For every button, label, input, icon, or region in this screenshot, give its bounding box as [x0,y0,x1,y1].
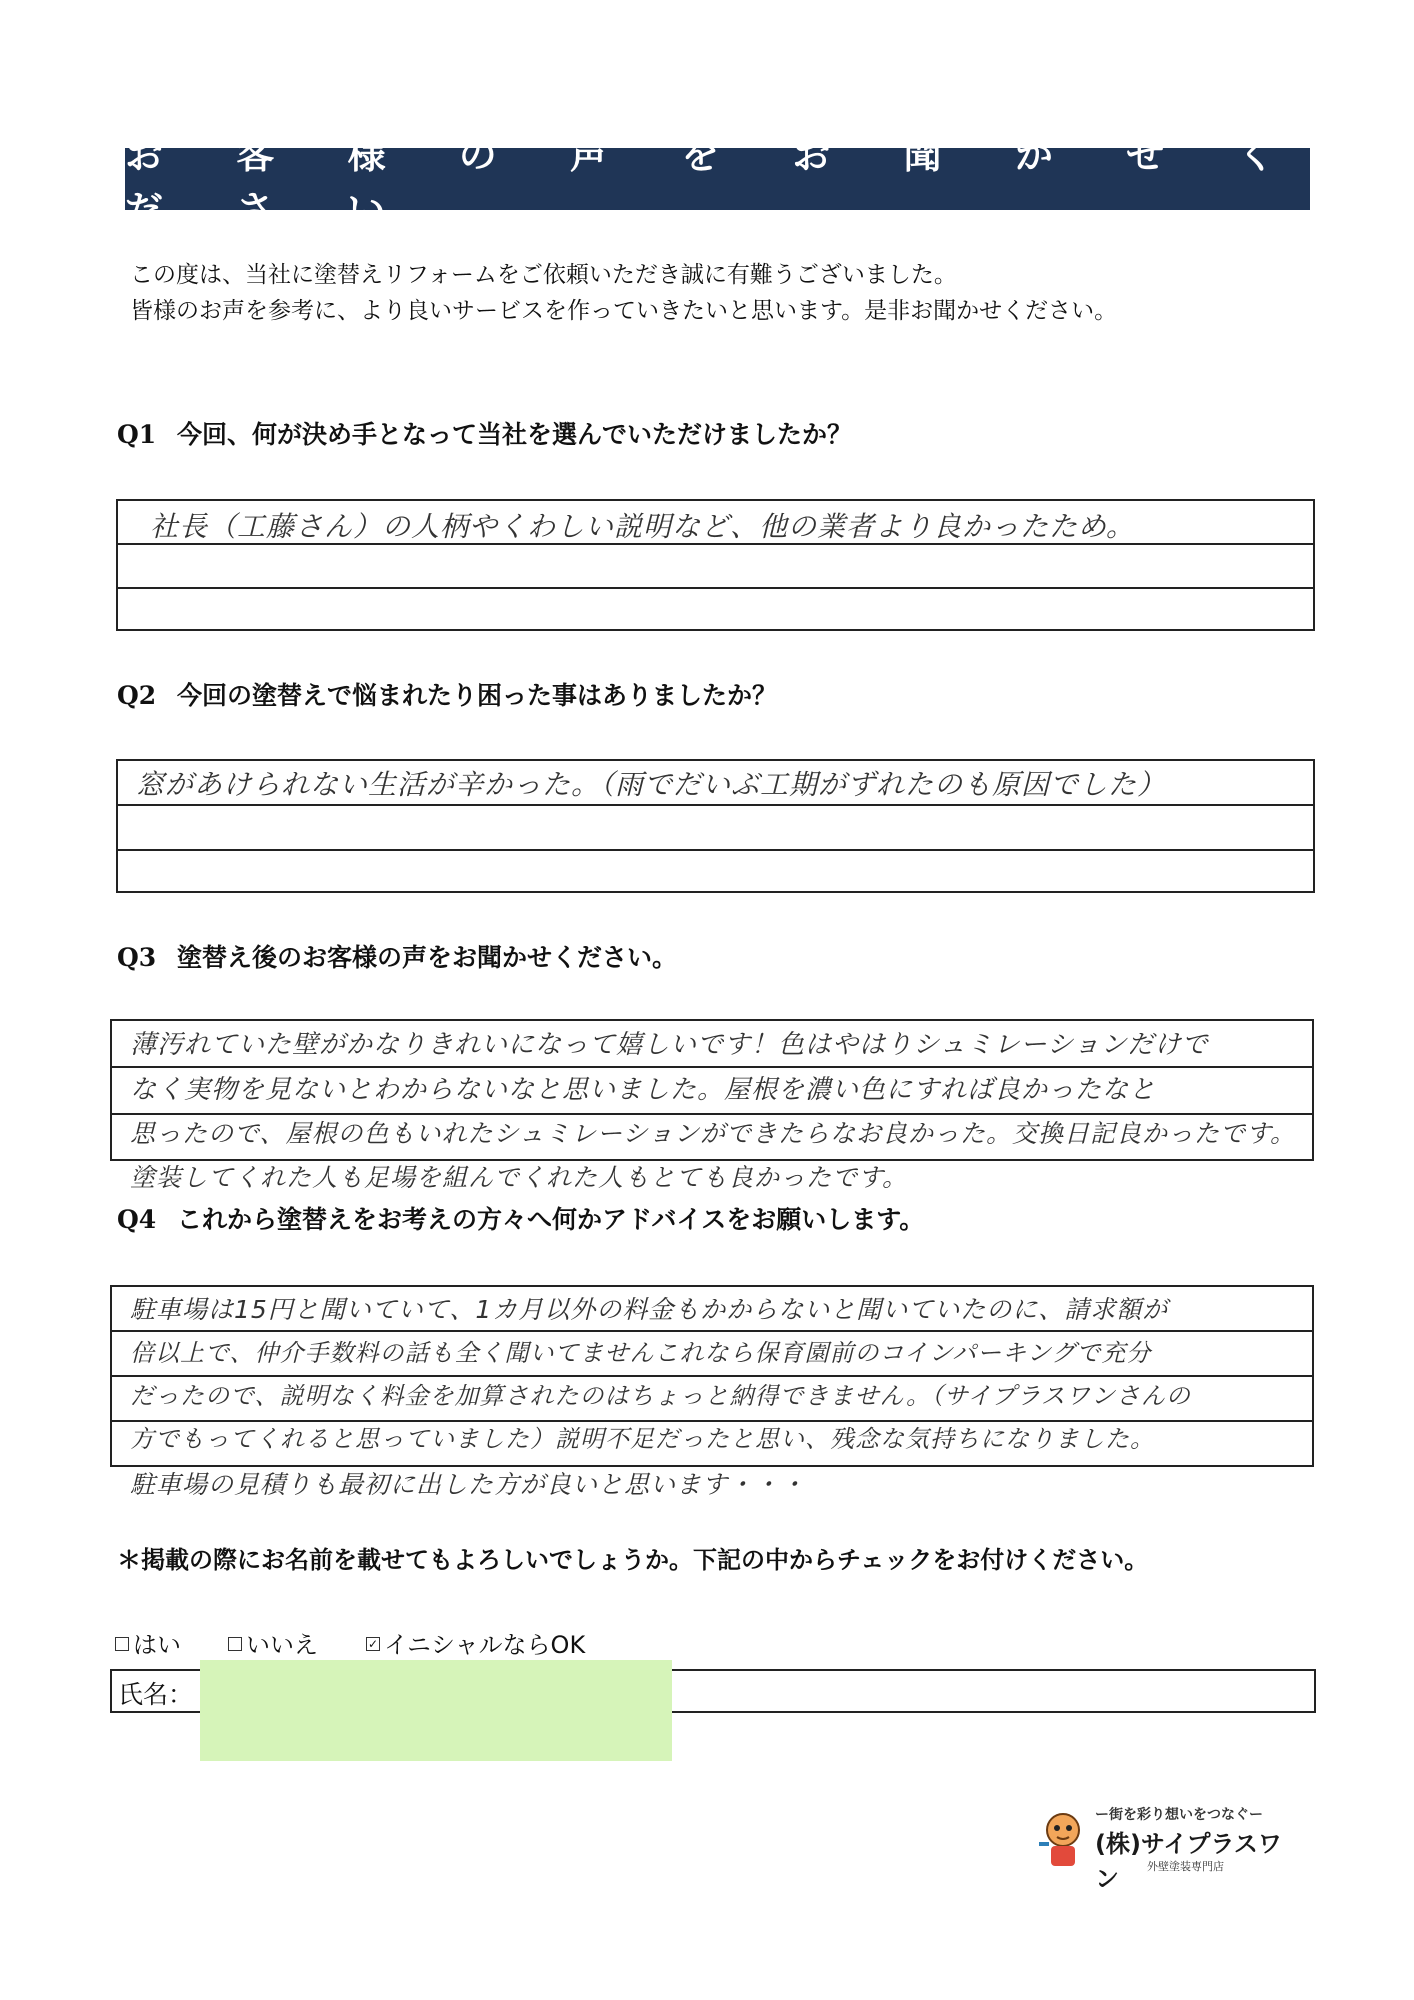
logo-company-name: (株)サイプラスワン [1095,1830,1282,1893]
consent-option-yes-label: はい [133,1631,181,1659]
consent-option-yes[interactable] [115,1625,181,1660]
answer-3-line-2: なく実物を見ないとわからないなと思いました。屋根を濃い色にすれば良かったなと [130,1075,1157,1105]
answer-line [118,545,1313,589]
question-2-text: 今回の塗替えで悩まれたり困った事はありましたか？ [177,681,778,710]
checkbox[interactable] [228,1637,242,1651]
checkbox[interactable] [115,1637,129,1651]
checkbox-checked[interactable]: ✓ [367,1637,379,1651]
answer-1-line-1: 社長（工藤さん）の人柄やくわしい説明など、他の業者より良かったため。 [150,510,1135,543]
question-3 [117,938,677,974]
intro-line-2: 皆様のお声を参考に、より良いサービスを作っていきたいと思います。是非お聞かせください。 [130,298,1118,324]
answer-3-line-3: 思ったので、屋根の色もいれたシュミレーションができたらなお良かった。交換日記良かったです。 [130,1119,1297,1148]
page-title: お 客 様 の 声 を お 聞 か せ く だ さ い [125,132,1306,232]
answer-4-line-3: だったので、説明なく料金を加算されたのはちょっと納得できません。（サイプラスワンさんの [130,1382,1191,1410]
consent-option-initials-label: イニシャルならOK [384,1631,586,1659]
question-3-number: Q3 [117,943,157,972]
question-4-number: Q4 [117,1205,157,1234]
question-3-text: 塗替え後のお客様の声をお聞かせください。 [177,943,678,972]
question-2 [117,676,777,712]
answer-2-line-1: 窓があけられない生活が辛かった。（雨でだいぶ工期がずれたのも原因でした） [136,768,1167,801]
consent-option-initials[interactable] [366,1625,585,1660]
consent-option-no[interactable] [228,1625,318,1660]
company-logo [1035,1800,1295,1893]
name-label: 氏名： [118,1680,194,1709]
logo-tagline: ー街を彩り想いをつなぐー [1095,1807,1263,1823]
mascot-icon [1035,1808,1091,1872]
name-redaction [200,1660,672,1761]
page-title-banner [125,132,1310,232]
answer-line [118,851,1313,893]
consent-question: ＊掲載の際にお名前を載せてもよろしいでしょうか。下記の中からチェックをお付けください。 [117,1545,1149,1574]
logo-subtitle: 外壁塗装専門店 [1147,1860,1224,1873]
intro-line-1: この度は、当社に塗替えリフォームをご依頼いただき誠に有難うございました。 [130,262,957,288]
answer-4-line-5: 駐車場の見積りも最初に出した方が良いと思います・・・ [130,1470,807,1499]
question-1-text: 今回、何が決め手となって当社を選んでいただけましたか？ [177,420,853,449]
question-1 [117,415,852,451]
answer-4-line-1: 駐車場は15円と聞いていて、1カ月以外の料金もかからないと聞いていたのに、請求額が [130,1295,1169,1324]
answer-line [118,589,1313,631]
answer-line [118,806,1313,851]
consent-option-no-label: いいえ [246,1631,318,1659]
answer-3-line-1: 薄汚れていた壁がかなりきれいになって嬉しいです！色はやはりシュミレーションだけで [130,1030,1209,1060]
question-2-number: Q2 [117,681,157,710]
answer-4-line-2: 倍以上で、仲介手数料の話も全く聞いてませんこれなら保育園前のコインパーキングで充分 [130,1339,1152,1367]
question-4-text: これから塗替えをお考えの方々へ何かアドバイスをお願いします。 [177,1205,925,1234]
question-4 [117,1200,924,1236]
answer-4-line-4: 方でもってくれると思っていました）説明不足だったと思い、残念な気持ちになりました。 [130,1425,1155,1453]
question-1-number: Q1 [117,420,157,449]
answer-3-line-4: 塗装してくれた人も足場を組んでくれた人もとても良かったです。 [130,1163,909,1192]
